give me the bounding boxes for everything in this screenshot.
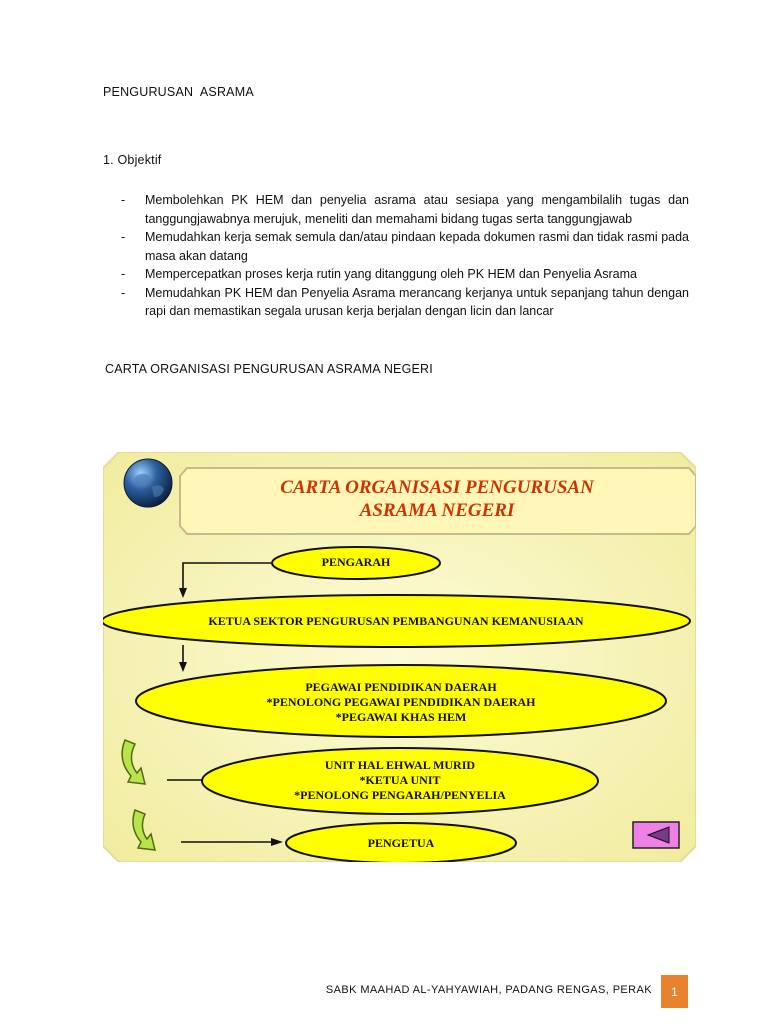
page-title: PENGURUSAN ASRAMA [103, 85, 254, 99]
list-item: - Mempercepatkan proses kerja rutin yang ditanggung oleh PK HEM dan Penyelia Asrama [121, 267, 637, 281]
node-pengetua: PENGETUA [367, 836, 435, 850]
curved-arrow-icon [115, 734, 155, 792]
globe-icon [122, 457, 174, 509]
footer-text: SABK MAAHAD AL-YAHYAWIAH, PADANG RENGAS, PERAK [325, 984, 652, 996]
node-unit-hem: UNIT HAL EHWAL MURID *KETUA UNIT *PENOLONG PENGARAH/PENYELIA [294, 758, 506, 802]
node-pegawai-daerah: PEGAWAI PENDIDIKAN DAERAH *PENOLONG PEGAWAI PENDIDIKAN DAERAH *PEGAWAI KHAS HEM [266, 680, 536, 724]
chart-title: CARTA ORGANISASI PENGURUSAN ASRAMA NEGERI [280, 477, 594, 521]
node-ketua-sektor: KETUA SEKTOR PENGURUSAN PEMBANGUNAN KEMANUSIAAN [208, 614, 584, 628]
org-chart-image [103, 452, 696, 862]
list-item: - Memudahkan kerja semak semula dan/atau pindaan kepada dokumen rasmi dan tidak rasmi pada masa akan datang [121, 230, 689, 263]
curved-arrow-icon [125, 806, 165, 856]
section-heading: 1. Objektif [103, 153, 162, 167]
objective-list [121, 191, 689, 321]
chart-heading: CARTA ORGANISASI PENGURUSAN ASRAMA NEGERI [105, 362, 433, 376]
node-pengarah: PENGARAH [321, 555, 391, 569]
page-number: 1 [661, 975, 688, 1008]
list-item: - Membolehkan PK HEM dan penyelia asrama atau sesiapa yang mengambilalih tugas dan tanggungjawabnya merujuk, meneliti dan memahami bidang tugas serta tanggungjawab [121, 193, 689, 226]
list-item: - Memudahkan PK HEM dan Penyelia Asrama merancang kerjanya untuk sepanjang tahun dengan rapi dan memastikan segala urusan kerja berjalan dengan licin dan lancar [121, 285, 689, 318]
